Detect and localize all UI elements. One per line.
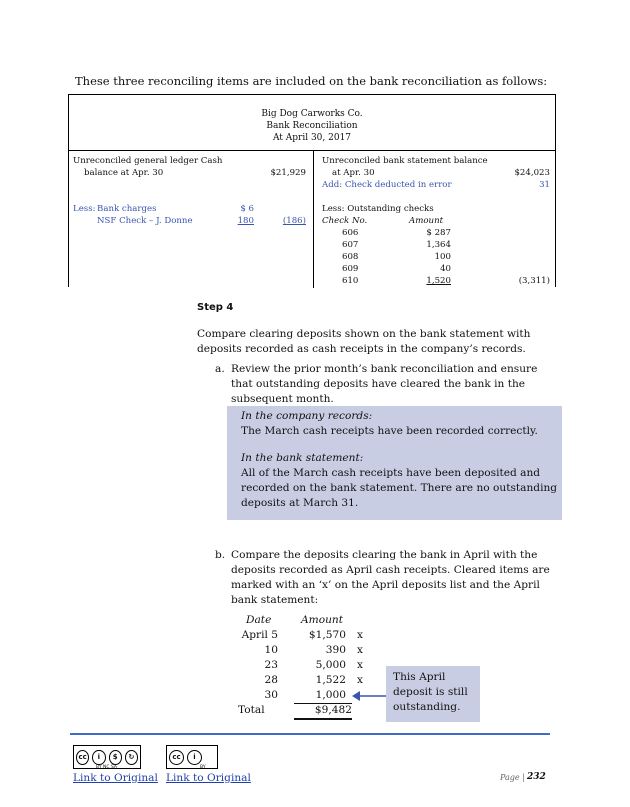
bank-reconciliation-table <box>68 94 556 287</box>
intro-text: These three reconciling items are included on the bank reconciliation as follows: <box>75 74 548 88</box>
cc-by-badge[interactable] <box>166 745 218 769</box>
check-amount: 1,364 <box>426 240 451 250</box>
check-number: 607 <box>342 240 359 250</box>
step-description: Compare clearing deposits shown on the bank statement with deposits recorded as cash receipts in the company’s records. <box>197 328 531 355</box>
outstanding-callout-text: This April deposit is still outstanding. <box>393 671 468 713</box>
check-row <box>326 227 451 239</box>
bank-charges-label: Bank charges <box>97 204 157 214</box>
gl-balance-label-2: balance at Apr. 30 <box>84 168 164 178</box>
left-deductions-total: (186) <box>282 216 306 226</box>
license-badge-caption: BY NC SA <box>96 765 117 770</box>
item-a-marker: a. <box>215 363 225 375</box>
deposit-amount: 1,522 <box>315 674 346 686</box>
reconciliation-header <box>69 95 555 151</box>
deposit-date: 10 <box>264 644 278 656</box>
check-row <box>326 263 451 275</box>
report-title: Bank Reconciliation <box>266 121 358 131</box>
cleared-mark: x <box>357 674 363 686</box>
deposit-date: 28 <box>264 674 278 686</box>
check-no-header: Check No. <box>322 216 368 226</box>
deposit-date: 30 <box>264 689 278 701</box>
step-heading: Step 4 <box>197 302 234 313</box>
check-number: 608 <box>342 252 359 262</box>
item-b-marker: b. <box>215 549 226 561</box>
deposit-amount-header: Amount <box>301 614 343 626</box>
bank-balance-amount: $24,023 <box>514 168 550 178</box>
check-amount: 40 <box>440 264 451 274</box>
attribution-icon: i <box>92 750 105 765</box>
cleared-mark: x <box>357 644 363 656</box>
deposit-amount: 390 <box>325 644 346 656</box>
page-label: Page <box>500 773 520 782</box>
outstanding-checks-list <box>326 227 451 287</box>
outstanding-checks-total: (3,311) <box>518 276 550 286</box>
attribution-icon: i <box>187 750 202 765</box>
callout-box <box>227 406 562 520</box>
page-separator: | <box>522 773 525 782</box>
deposits-total-label: Total <box>238 704 265 716</box>
deposit-amount: 1,000 <box>315 689 346 701</box>
item-a-text: Review the prior month’s bank reconciliation and ensure that outstanding deposits have cleared the bank in the subsequent month. <box>231 363 538 405</box>
company-records-heading: In the company records: <box>241 410 373 422</box>
nsf-check-amount: 180 <box>237 216 254 226</box>
bank-statement-heading: In the bank statement: <box>241 452 364 464</box>
item-b-text: Compare the deposits clearing the bank in April with the deposits recorded as April cash receipts. Cleared items are marked with an ‘x’ on the April deposits list and the April bank statement: <box>231 549 550 606</box>
share-alike-icon: ↻ <box>125 750 138 765</box>
check-number: 606 <box>342 228 359 238</box>
check-number: 610 <box>342 276 359 286</box>
bank-balance-label-2: at Apr. 30 <box>332 168 375 178</box>
license-badge-caption: BY <box>200 765 206 770</box>
add-check-error-amount: 31 <box>539 180 550 190</box>
deposits-total: $9,482 <box>294 703 352 720</box>
footer-rule <box>70 733 550 735</box>
deposit-date: 23 <box>264 659 278 671</box>
bank-balance-label-1: Unreconciled bank statement balance <box>322 156 488 166</box>
link-to-original-1[interactable]: Link to Original <box>73 772 158 784</box>
deposit-amount: $1,570 <box>308 629 346 641</box>
gl-balance-label-1: Unreconciled general ledger Cash <box>73 156 223 166</box>
bank-charges-amount: $ 6 <box>240 204 254 214</box>
report-date: At April 30, 2017 <box>272 133 352 143</box>
outstanding-checks-label: Less: Outstanding checks <box>322 204 434 214</box>
add-check-error-label: Add: Check deducted in error <box>322 180 452 190</box>
cleared-mark: x <box>357 629 363 641</box>
bank-statement-text: All of the March cash receipts have been deposited and recorded on the bank statement. There are no outstanding deposits at March 31. <box>241 467 558 509</box>
check-row <box>326 251 451 263</box>
page-number: 232 <box>527 772 546 782</box>
amount-header: Amount <box>409 216 444 226</box>
check-number: 609 <box>342 264 359 274</box>
outstanding-callout <box>386 666 480 722</box>
cc-icon: cc <box>169 750 184 765</box>
column-divider <box>313 151 314 288</box>
deposit-date-header: Date <box>246 614 272 626</box>
check-row <box>326 275 451 287</box>
gl-balance-amount: $21,929 <box>270 168 306 178</box>
check-amount: 100 <box>434 252 451 262</box>
nsf-check-label: NSF Check – J. Donne <box>97 216 193 226</box>
less-label: Less: <box>73 204 96 214</box>
noncommercial-icon: $ <box>109 750 122 765</box>
cc-icon: cc <box>76 750 89 765</box>
check-row <box>326 239 451 251</box>
check-amount: $ 287 <box>426 228 451 238</box>
arrow-left-icon <box>352 689 388 703</box>
company-name: Big Dog Carworks Co. <box>261 109 363 119</box>
deposit-date: April 5 <box>241 629 278 641</box>
deposit-amount: 5,000 <box>315 659 346 671</box>
link-to-original-2[interactable]: Link to Original <box>166 772 251 784</box>
cleared-mark: x <box>357 659 363 671</box>
company-records-text: The March cash receipts have been recorded correctly. <box>241 425 538 437</box>
check-amount: 1,520 <box>426 276 451 286</box>
